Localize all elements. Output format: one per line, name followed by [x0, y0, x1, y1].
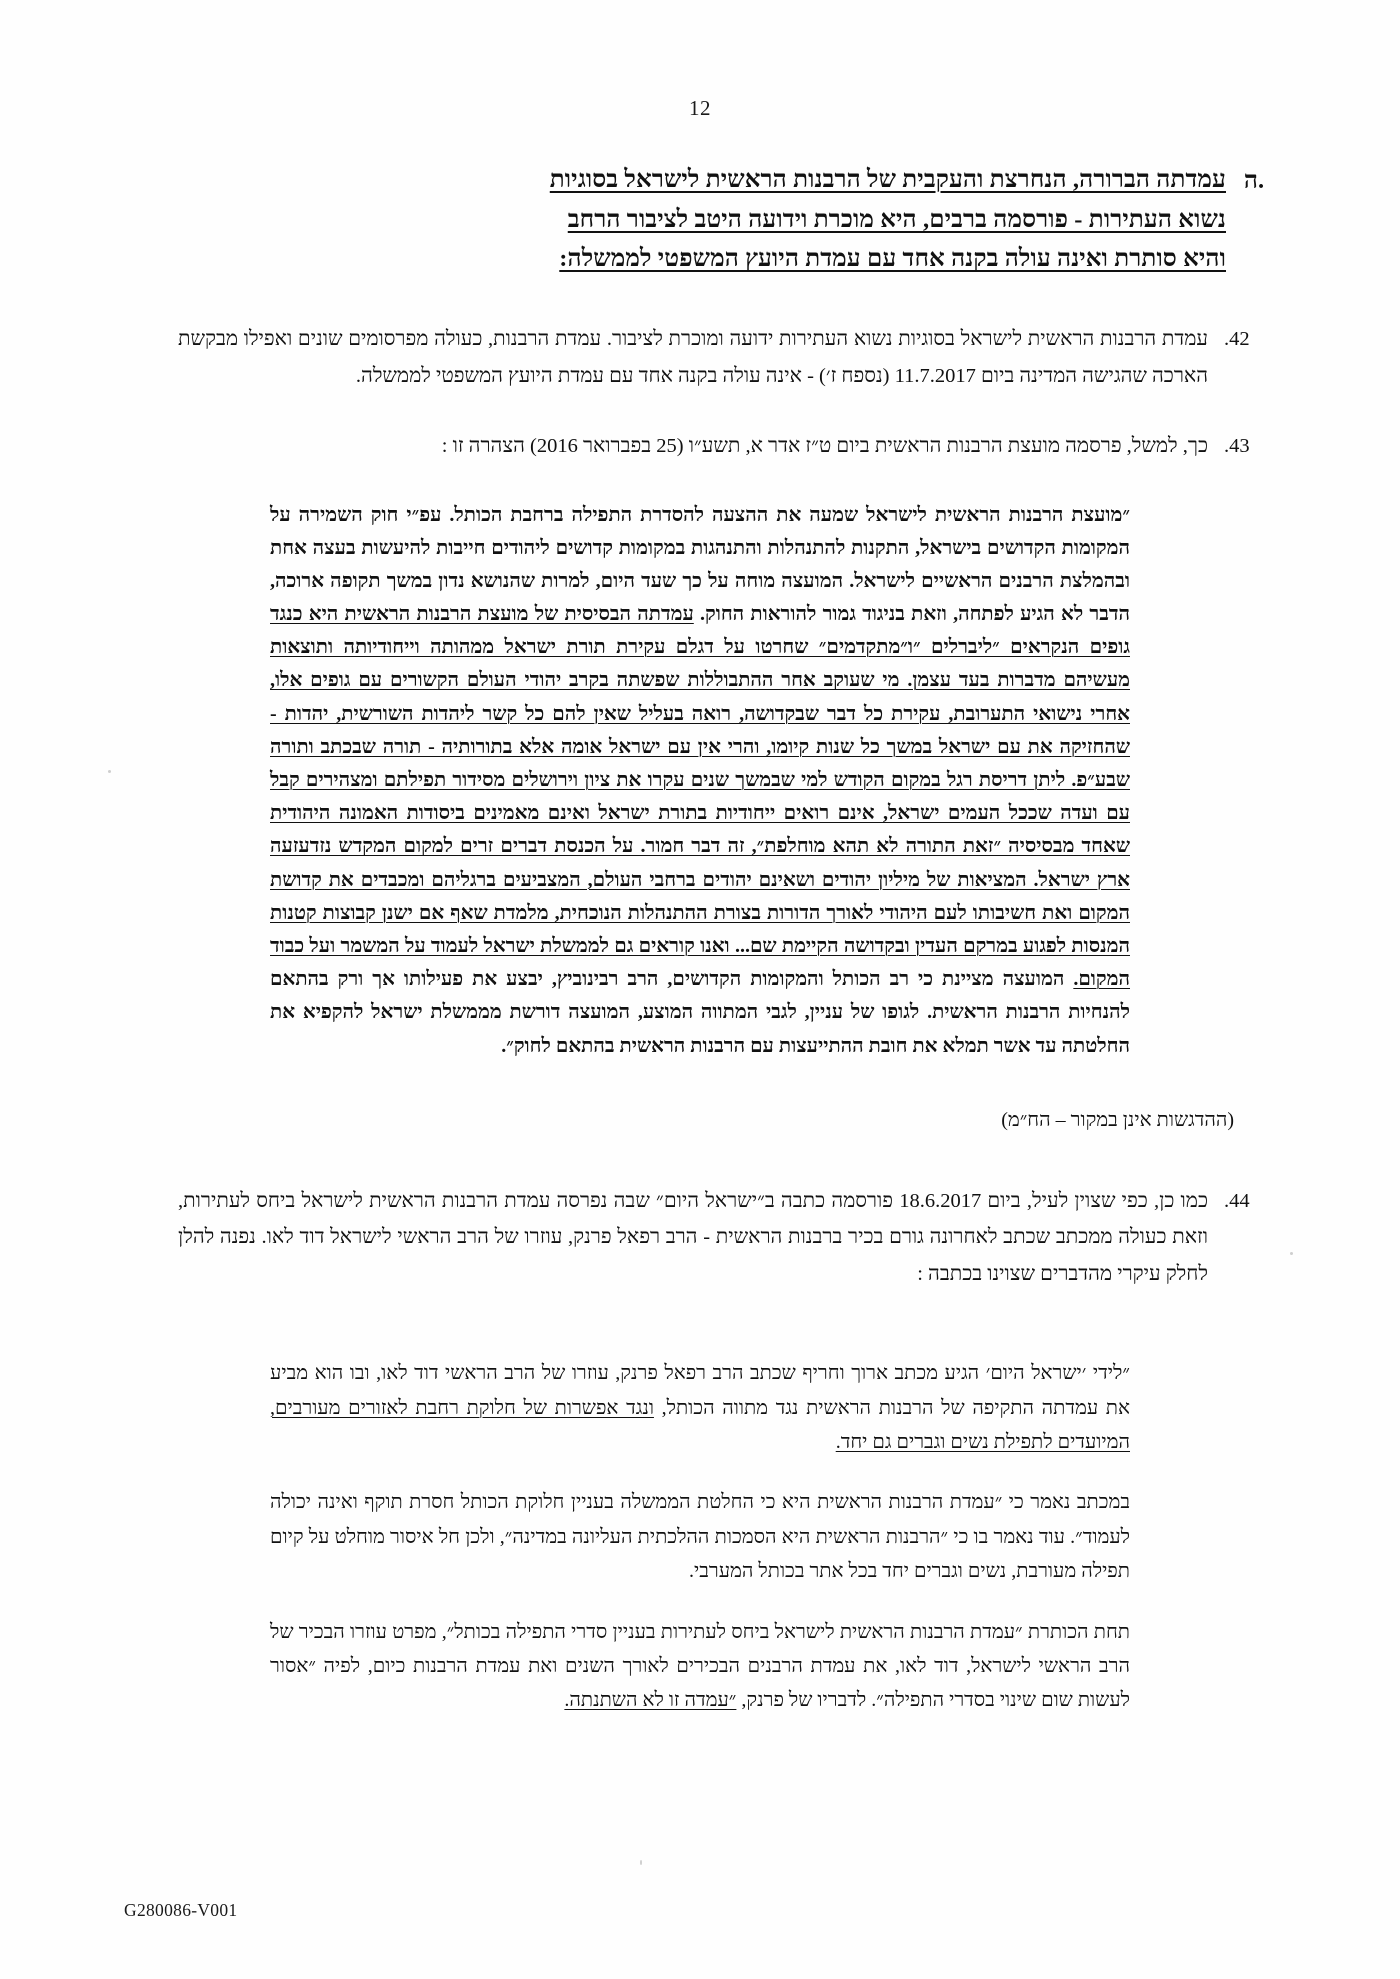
section-heading-text — [118, 160, 1226, 279]
quote-two-paragraph-3 — [270, 1615, 1130, 1718]
paragraph-text-43: כך, למשל, פרסמה מועצת הרבנות הראשית ביום ט״ז אדר א, תשע״ו (25 בפברואר 2016) הצהרה זו : — [441, 435, 1208, 458]
quote-block-israel-hayom — [118, 1356, 1282, 1718]
paragraph-text-44: כמו כן, כפי שצוין לעיל, ביום 18.6.2017 פורסמה כתבה ב״ישראל היום״ שבה נפרסה עמדת הרבנות הראשית לישראל ביחס לעתירות, וזאת כעולה ממכתב שכתב לאחרונה גורם בכיר ברבנות הראשית - הרב רפאל פרנק, עוזרו של הרב הראשי לישראל דוד לאו. נפנה להלן לחלק עיקרי מהדברים שצוינו בכתבה : — [178, 1189, 1208, 1285]
quote-two-p3-pre: תחת הכותרת ״עמדת הרבנות הראשית לישראל ביחס לעתירות בעניין סדרי התפילה בכותל״, מפרט עוזרו הבכיר של הרב הראשי לישראל, דוד לאו, את עמדת הרבנים הבכירים לאורך השנים ואת עמדת הרבנות כיום, לפיה ״אסור לעשות שום שינוי בסדרי התפילה״. לדבריו של פרנק, — [270, 1620, 1130, 1712]
page-content — [118, 160, 1282, 1718]
section-heading-block — [118, 160, 1282, 279]
section-marker: .ה — [1243, 167, 1265, 194]
quote-two-p3-underlined: ״עמדה זו לא השתנתה. — [564, 1689, 737, 1712]
paragraph-number-44: .44 — [1224, 1189, 1250, 1212]
quote-one-lead: ״מועצת הרבנות הראשית לישראל שמעה את ההצעה להסדרת התפילה ברחבת הכותל. עפ״י חוק השמירה על המקומות הקדושים בישראל, התקנות להתנהלות והתנהגות במקומות קדושים ליהודים חייבות להיעשות בעצה אחת ובהמלצת הרבנים הראשיים לישראל. המועצה מוחה על כך שעד היום, למרות שהנושא נדון במשך תקופה ארוכה, הדבר לא הגיע לפתחה, וזאת בניגוד גמור להוראות החוק. — [270, 503, 1130, 626]
section-heading-line-1: עמדתה הברורה, הנחרצת והעקבית של הרבנות הראשית לישראל בסוגיות — [549, 166, 1226, 193]
section-heading-line-3: והיא סותרת ואינה עולה בקנה אחד עם עמדת היועץ המשפטי לממשלה: — [559, 245, 1226, 273]
paragraph-number-42: .42 — [1224, 328, 1250, 351]
quote-block-rabbinate-council — [118, 499, 1282, 1063]
footer-document-id: G280086-V001 — [124, 1900, 238, 1920]
page-number: 12 — [689, 96, 711, 120]
paragraph-44 — [118, 1183, 1282, 1292]
spacer — [118, 1326, 1282, 1356]
paragraph-42 — [118, 321, 1282, 394]
quote-one-underlined: עמדתה הבסיסית של מועצת הרבנות הראשית היא כנגד גופים הנקראים ״ליברלים ״ו״מתקדמים״ שחרטו על דגלם עקירת תורת ישראל ממהותה וייחודיותה ותוצאות מעשיהם מדברות בעד עצמן. מי שעוקב אחר ההתבוללות שפשתה בקרב יהודי העולם הקשורים עם גופים אלו, אחרי נישואי התערובת, עקירת כל דבר שבקדושה, רואה בעליל שאין להם כל קשר ליהדות השורשית, יהדות - שהחזיקה את עם ישראל במשך כל שנות קיומו, והרי אין עם ישראל אומה אלא בתורותיה - תורה שבכתב ותורה שבע״פ. ליתן דריסת רגל במקום הקודש למי שבמשך שנים עקרו את ציון וירושלים מסידור תפילתם ומצהירים קבל עם ועדה שככל העמים ישראל, אינם רואים ייחודיות בתורת ישראל ואינם מאמינים ביסודות האמונה היהודית שאחד מבסיסיה ״זאת התורה לא תהא מוחלפת״, זה דבר חמור. על הכנסת דברים זרים למקום המקדש נזדעזעה ארץ ישראל. המציאות של מיליון יהודים ושאינם יהודים ברחבי העולם, המצביעים ברגליהם ומכבדים את קדושת המקום ואת חשיבותו לעם היהודי לאורך הדורות בצורת ההתנהלות הנוכחית, מלמדת שאף אם ישנן קבוצות קטנות המנסות לפגוע במרקם העדין ובקדושה הקיימת שם... ואנו קוראים גם לממשלת ישראל לעמוד על המשמר ועל כבוד המקום. — [270, 603, 1130, 991]
quote-one-tail: המועצה מציינת כי רב הכותל והמקומות הקדושים, הרב רבינוביץ, יבצע את פעילותו אך ורק בהתאם להנחיות הרבנות הראשית. לגופו של עניין, לגבי המתווה המוצע, המועצה דורשת מממשלת ישראל להקפיא את החלטתה עד אשר תמלא את חובת ההתייעצות עם הרבנות הראשית בהתאם לחוק״. — [270, 968, 1130, 1057]
scan-artifact — [1290, 1252, 1293, 1255]
scan-artifact — [640, 1860, 642, 1865]
quote-two-text — [270, 1356, 1130, 1718]
quote-two-paragraph-2: במכתב נאמר כי ״עמדת הרבנות הראשית היא כי החלטת הממשלה בעניין חלוקת הכותל חסרת תוקף ואינה יכולה לעמוד״. עוד נאמר בו כי ״הרבנות הראשית היא הסמכות ההלכתית העליונה במדינה״, ולכן חל איסור מוחלט על קיום תפילה מעורבת, נשים וגברים יחד בכל אתר בכותל המערבי. — [270, 1491, 1130, 1583]
paragraph-number-43: .43 — [1224, 435, 1250, 458]
paragraph-43 — [118, 428, 1282, 464]
emphasis-note: (ההדגשות אינן במקור – הח״מ) — [1001, 1108, 1234, 1131]
quote-two-paragraph-1 — [270, 1356, 1130, 1459]
quote-two-p1-underlined: ונגד אפשרות של חלוקת רחבת לאזורים מעורבים, המיועדים לתפילת נשים וגברים גם יחד. — [270, 1396, 1130, 1453]
quote-two-p1-pre: ״לידי ׳ישראל היום׳ הגיע מכתב ארוך וחריף שכתב הרב רפאל פרנק, עוזרו של הרב הראשי דוד לאו, ובו הוא מביע את עמדתה התקיפה של הרבנות הראשית נגד מתווה הכותל, — [270, 1362, 1131, 1419]
quote-one-text — [270, 499, 1130, 1063]
scan-artifact — [108, 770, 111, 773]
paragraph-text-42: עמדת הרבנות הראשית לישראל בסוגיות נשוא העתירות ידועה ומוכרת לציבור. עמדת הרבנות, כעולה מפרסומים שונים ואפילו מבקשת הארכה שהגישה המדינה ביום 11.7.2017 (נספח ז׳) - אינה עולה בקנה אחד עם עמדת היועץ המשפטי לממשלה. — [178, 328, 1208, 387]
section-heading-line-2: נשוא העתירות - פורסמה ברבים, היא מוכרת וידועה היטב לציבור הרחב — [567, 205, 1226, 233]
